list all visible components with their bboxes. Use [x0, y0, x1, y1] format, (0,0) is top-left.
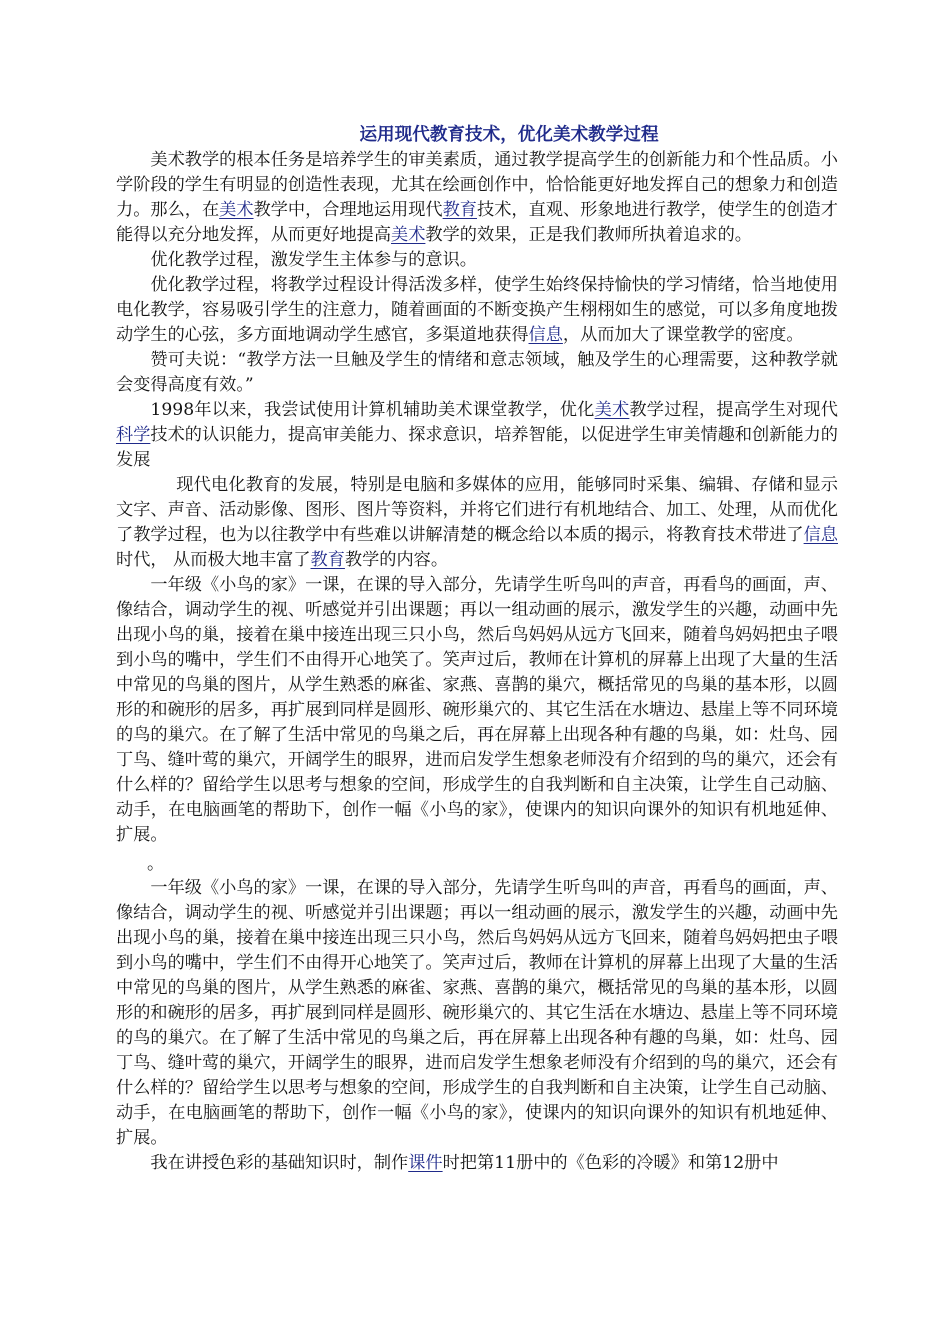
text-run: 教学过程，提高学生对现代: [629, 400, 838, 420]
paragraph-bird-home-repeat: 一年级《小鸟的家》一课，在课的导入部分，先请学生听鸟叫的声音，再看鸟的画面，声、像结合，调动学生的视、听感觉并引出课题；再以一组动画的展示，激发学生的兴趣，动画中先出现小鸟的巢，接着在巢中接连出现三只小鸟，然后鸟妈妈从远方飞回来，随着鸟妈妈把虫子喂到小鸟的嘴中，学生们不由得开心地笑了。笑声过后，教师在计算机的屏幕上出现了大量的生活中常见的鸟巢的图片，从学生熟悉的麻雀、家燕、喜鹊的巢穴，概括常见的鸟巢的基本形，以圆形的和碗形的居多，再扩展到同样是圆形、碗形巢穴的、其它生活在水塘边、悬崖上等不同环境的鸟的巢穴。在了解了生活中常见的鸟巢之后，再在屏幕上出现各种有趣的鸟巢，如：灶鸟、园丁鸟、缝叶莺的巢穴，开阔学生的眼界，进而启发学生想象老师没有介绍到的鸟的巢穴，还会有什么样的？留给学生以思考与想象的空间，形成学生的自我判断和自主决策，让学生自己动脑、动手，在电脑画笔的帮助下，创作一幅《小鸟的家》，使课内的知识向课外的知识有机地延伸、扩展。: [116, 878, 838, 1148]
text-run: 教学中，合理地运用现代: [253, 200, 443, 220]
document-title: 运用现代教育技术，优化美术教学过程: [359, 124, 659, 145]
text-run: 教学的内容。: [344, 550, 449, 570]
text-run: 教学的效果，正是我们教师所执着追求的。: [425, 225, 752, 245]
text-run: 我在讲授色彩的基础知识时，制作: [150, 1153, 409, 1173]
link-meishu[interactable]: 美术: [594, 400, 630, 420]
link-jiaoyu[interactable]: 教育: [310, 550, 345, 570]
paragraph-bird-home: 一年级《小鸟的家》一课，在课的导入部分，先请学生听鸟叫的声音，再看鸟的画面，声、像结合，调动学生的视、听感觉并引出课题；再以一组动画的展示，激发学生的兴趣，动画中先出现小鸟的巢，接着在巢中接连出现三只小鸟，然后鸟妈妈从远方飞回来，随着鸟妈妈把虫子喂到小鸟的嘴中，学生们不由得开心地笑了。笑声过后，教师在计算机的屏幕上出现了大量的生活中常见的鸟巢的图片，从学生熟悉的麻雀、家燕、喜鹊的巢穴，概括常见的鸟巢的基本形，以圆形的和碗形的居多，再扩展到同样是圆形、碗形巢穴的、其它生活在水塘边、悬崖上等不同环境的鸟的巢穴。在了解了生活中常见的鸟巢之后，再在屏幕上出现各种有趣的鸟巢，如：灶鸟、园丁鸟、缝叶莺的巢穴，开阔学生的眼界，进而启发学生想象老师没有介绍到的鸟的巢穴，还会有什么样的？留给学生以思考与想象的空间，形成学生的自我判断和自主决策，让学生自己动脑、动手，在电脑画笔的帮助下，创作一幅《小鸟的家》，使课内的知识向课外的知识有机地延伸、扩展。: [116, 575, 838, 845]
link-kejian[interactable]: 课件: [408, 1153, 443, 1173]
link-kexue[interactable]: 科学: [116, 425, 151, 445]
text-run: 时把第11册中的《色彩的冷暖》和第12册中: [442, 1153, 779, 1173]
text-run: 时代， 从而极大地丰富了: [116, 550, 311, 570]
link-jiaoyu[interactable]: 教育: [442, 200, 477, 220]
paragraph-intro: [116, 148, 838, 248]
paragraph-heading: 优化教学过程，激发学生主体参与的意识。: [150, 250, 477, 270]
link-meishu[interactable]: 美术: [391, 225, 426, 245]
text-run: 技术，直观、形象地进行教学，使学生的创造才能得以充分地发挥，从而更好地提高: [116, 200, 838, 245]
text-run: 技术的认识能力，提高审美能力、探求意识，培养智能，以促进学生审美情趣和创新能力的发展: [116, 425, 838, 470]
paragraph-color: [116, 1151, 838, 1176]
text-run: 1998年以来，我尝试使用计算机辅助美术课堂教学，优化: [150, 400, 595, 420]
paragraph-dot: 。: [146, 854, 165, 874]
text-run: 优化教学过程，将教学过程设计得活泼多样，使学生始终保持愉快的学习情绪，恰当地使用电化教学，容易吸引学生的注意力，随着画面的不断变换产生栩栩如生的感觉，可以多角度地拨动学生的心弦，多方面地调动学生感官，多渠道地获得: [116, 275, 838, 345]
text-run: ，从而加大了课堂教学的密度。: [562, 325, 804, 345]
document-page: [116, 122, 838, 1176]
paragraph-1998: [116, 398, 838, 473]
text-run: 现代电化教育的发展，特别是电脑和多媒体的应用，能够同时采集、编辑、存储和显示文字、声音、活动影像、图形、图片等资料，并将它们进行有机地结合、加工、处理，从而优化了教学过程，也为以往教学中有些难以讲解清楚的概念给以本质的揭示，将教育技术带进了: [116, 475, 838, 545]
link-xinxi[interactable]: 信息: [528, 325, 563, 345]
paragraph-quote: 赞可夫说：“教学方法一旦触及学生的情绪和意志领域，触及学生的心理需要，这种教学就会变得高度有效。”: [116, 350, 838, 395]
link-meishu[interactable]: 美术: [219, 200, 254, 220]
link-xinxi[interactable]: 信息: [803, 525, 838, 545]
paragraph-modern-education: [116, 473, 838, 573]
paragraph-optimize: [116, 273, 838, 348]
text-run: 美术教学的根本任务是培养学生的审美素质，通过教学提高学生的创新能力和个性品质。小学阶段的学生有明显的创造性表现，尤其在绘画创作中，恰恰能更好地发挥自己的想象力和创造力。那么，在: [116, 150, 838, 220]
